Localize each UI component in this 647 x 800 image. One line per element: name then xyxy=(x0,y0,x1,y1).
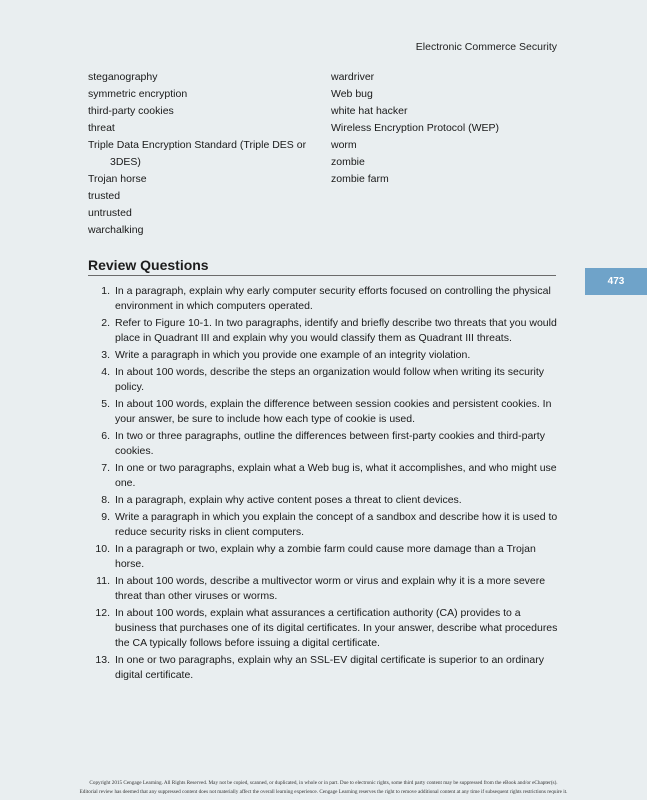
key-term: trusted xyxy=(88,190,121,202)
list-item xyxy=(88,606,558,650)
key-term: white hat hacker xyxy=(331,105,408,117)
question-number: 1. xyxy=(101,285,110,297)
running-head: Electronic Commerce Security xyxy=(415,41,557,53)
question-number: 5. xyxy=(101,398,110,411)
question-text: In about 100 words, explain what assurances a certification authority (CA) provides to a business that purchases one of its digital certificates. In your answer, describe what procedures the CA typically follows before issuing a digital certificate. xyxy=(115,607,558,649)
key-term: untrusted xyxy=(88,207,132,219)
list-item xyxy=(88,653,558,683)
question-text: In about 100 words, describe the steps an organization would follow when writing its security policy. xyxy=(115,366,544,393)
key-term: third-party cookies xyxy=(88,105,174,117)
key-term: zombie farm xyxy=(331,173,389,185)
key-term: Web bug xyxy=(331,88,373,100)
list-item xyxy=(88,493,558,508)
list-item xyxy=(88,316,558,346)
key-term: zombie xyxy=(331,156,365,168)
list-item xyxy=(88,348,558,363)
key-term: Triple Data Encryption Standard (Triple DES or 3DES) xyxy=(88,139,307,168)
question-number: 2. xyxy=(101,316,110,329)
key-term: symmetric encryption xyxy=(88,88,188,100)
question-number: 4. xyxy=(101,366,110,379)
key-term: Wireless Encryption Protocol (WEP) xyxy=(331,122,500,134)
question-number: 7. xyxy=(101,462,110,475)
question-number: 6. xyxy=(101,430,110,443)
footer-line: Editorial review has deemed that any suppressed content does not materially affect the overall learning experience. Cengage Learning reserves the right to remove additional content at any time if subsequent rights restrictions require it. xyxy=(79,789,568,795)
key-term: steganography xyxy=(88,71,158,83)
key-terms-left-column xyxy=(88,69,318,239)
question-text: In a paragraph, explain why active content poses a threat to client devices. xyxy=(115,494,462,507)
question-text: In about 100 words, explain the difference between session cookies and persistent cookies. In your answer, be sure to include how each type of cookie is used. xyxy=(115,398,552,425)
key-term: Trojan horse xyxy=(88,173,147,185)
key-terms-right-column xyxy=(331,69,561,188)
question-text: Write a paragraph in which you provide one example of an integrity violation. xyxy=(115,348,471,361)
question-text: Write a paragraph in which you explain the concept of a sandbox and describe how it is used to reduce security risks in client computers. xyxy=(115,511,558,539)
question-number: 8. xyxy=(101,494,110,507)
question-text: In a paragraph or two, explain why a zombie farm could cause more damage than a Trojan horse. xyxy=(115,543,536,571)
key-term: worm xyxy=(331,139,357,151)
list-item xyxy=(88,542,558,572)
question-text: In a paragraph, explain why early computer security efforts focused on controlling the physical environment in which computers operated. xyxy=(115,285,551,312)
question-text: In one or two paragraphs, explain why an SSL-EV digital certificate is superior to an ordinary digital certificate. xyxy=(115,654,544,681)
list-item xyxy=(88,429,558,459)
question-text: In two or three paragraphs, outline the differences between first-party cookies and third-party cookies. xyxy=(115,430,545,457)
copyright-footer xyxy=(0,779,647,797)
question-number: 11. xyxy=(96,575,110,588)
question-text: In about 100 words, describe a multivector worm or virus and explain why it is a more severe threat than other viruses or worms. xyxy=(115,575,546,603)
question-number: 13. xyxy=(95,654,110,667)
question-text: In one or two paragraphs, explain what a Web bug is, what it accomplishes, and who might use one. xyxy=(115,462,557,489)
list-item xyxy=(88,461,558,491)
list-item xyxy=(88,510,558,540)
review-questions-list xyxy=(88,284,558,685)
key-term: threat xyxy=(88,122,115,134)
list-item xyxy=(88,397,558,427)
question-number: 3. xyxy=(101,348,110,361)
question-number: 10. xyxy=(95,543,110,556)
page-number-tab: 473 xyxy=(585,268,647,295)
question-number: 12. xyxy=(95,607,110,620)
key-term: warchalking xyxy=(88,224,144,236)
footer-line: Copyright 2015 Cengage Learning. All Rights Reserved. May not be copied, scanned, or duplicated, in whole or in part. Due to electronic rights, some third party content may be suppressed from the eBook and/or eChapter(s). xyxy=(89,780,558,786)
key-term: wardriver xyxy=(331,71,375,83)
list-item xyxy=(88,284,558,314)
question-text: Refer to Figure 10-1. In two paragraphs, identify and briefly describe two threats that you would place in Quadrant III and explain why you would classify them as Quadrant III threats. xyxy=(115,316,557,344)
section-title: Review Questions xyxy=(88,257,556,276)
list-item xyxy=(88,574,558,604)
question-number: 9. xyxy=(101,511,110,524)
list-item xyxy=(88,365,558,395)
